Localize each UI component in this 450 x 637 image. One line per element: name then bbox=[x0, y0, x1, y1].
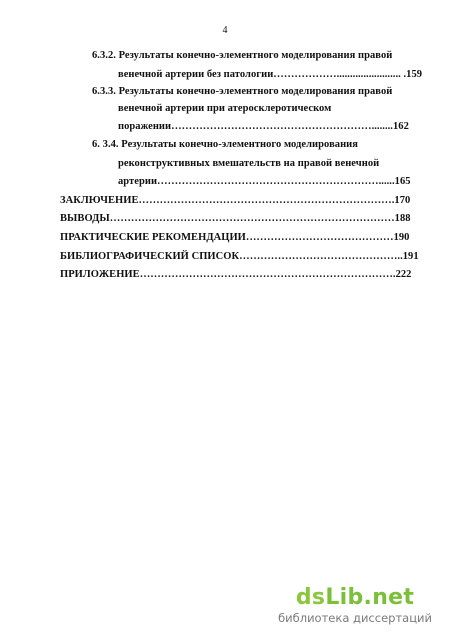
toc-line-recommendations: ПРАКТИЧЕСКИЕ РЕКОМЕНДАЦИИ……………………………………190 bbox=[60, 232, 410, 243]
toc-line-bibliography: БИБЛИОГРАФИЧЕСКИЙ СПИСОК………………………………………..191 bbox=[60, 251, 419, 262]
toc-line-findings: ВЫВОДЫ………………………………………………………………………188 bbox=[60, 213, 411, 224]
toc-line-conclusion: ЗАКЛЮЧЕНИЕ……………………………………………………………….170 bbox=[60, 195, 411, 206]
toc-line-6-3-2-cont: венечной артерии без патологии………………........................ .159 bbox=[118, 69, 423, 80]
toc-line-6-3-2-title: 6.3.2. Результаты конечно-элементного моделирования правой bbox=[92, 50, 393, 61]
dslib-watermark bbox=[278, 586, 432, 625]
toc-line-appendix: ПРИЛОЖЕНИЕ……………………………………………………………….222 bbox=[60, 269, 412, 280]
page-number: 4 bbox=[222, 25, 228, 36]
toc-line-6-3-4-cont: реконструктивных вмешательств на правой венечной bbox=[118, 158, 380, 169]
toc-line-6-3-4-title: 6. 3.4. Результаты конечно-элементного моделирования bbox=[92, 139, 359, 150]
toc-line-6-3-3-title: 6.3.3. Результаты конечно-элементного моделирования правой bbox=[92, 86, 393, 97]
dslib-tagline: библиотека диссертаций bbox=[278, 611, 432, 625]
dslib-logo bbox=[278, 586, 432, 610]
toc-line-6-3-4-end: артерии………………………………………………………......165 bbox=[118, 176, 411, 187]
dslib-logo-rest: Lib.net bbox=[325, 585, 415, 610]
toc-line-6-3-3-cont: венечной артерии при атеросклеротическом bbox=[118, 103, 332, 114]
toc-line-6-3-3-end: поражении…………………………………………………........162 bbox=[118, 121, 409, 132]
dslib-logo-text bbox=[296, 586, 414, 610]
dslib-logo-ds: ds bbox=[295, 585, 326, 610]
